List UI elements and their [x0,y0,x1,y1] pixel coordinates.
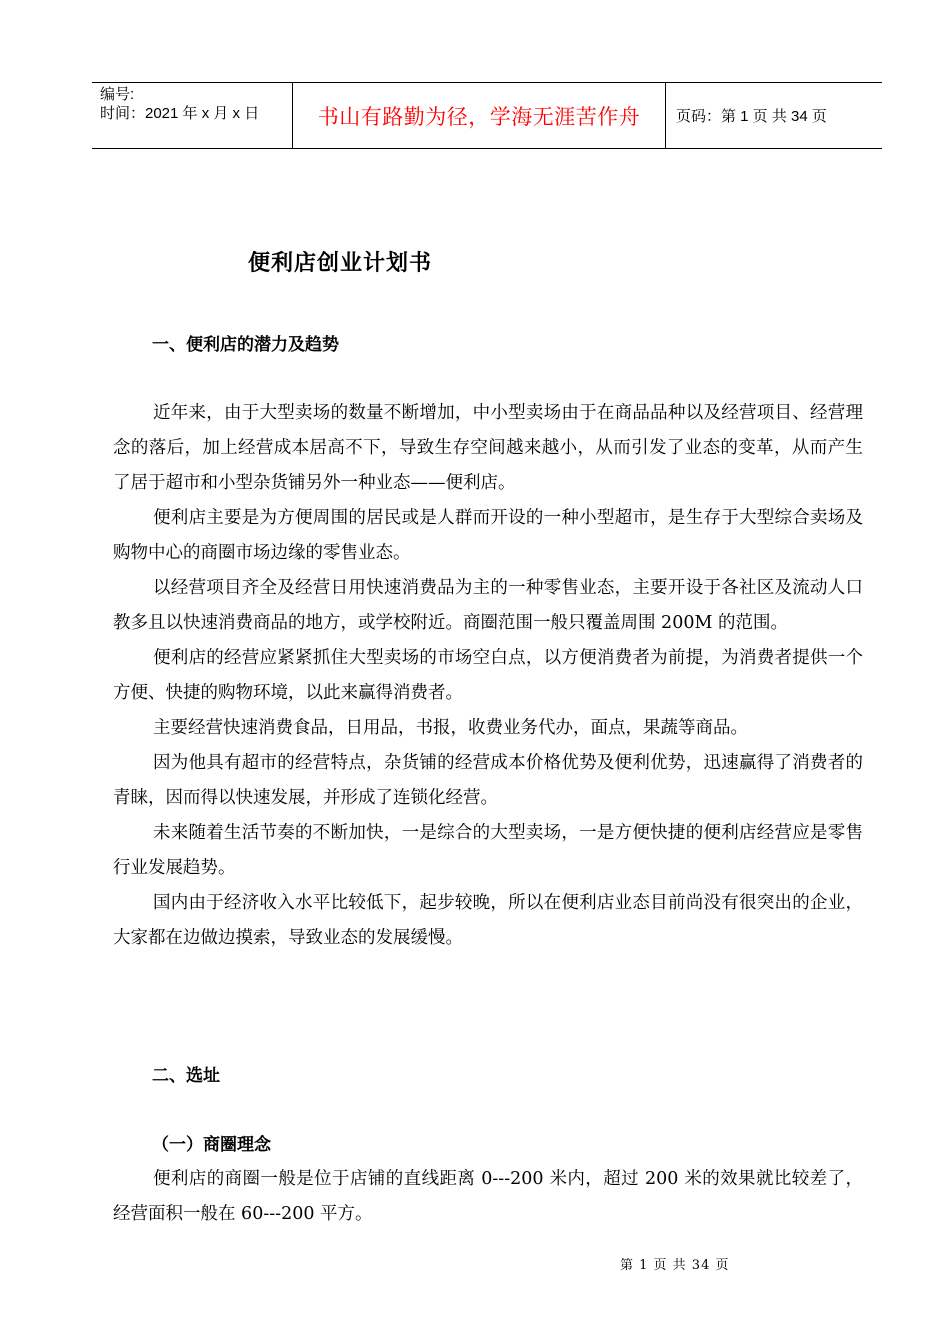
paragraph: 未来随着生活节奏的不断加快，一是综合的大型卖场，一是方便快捷的便利店经营应是零售行业发展趋势。 [113,823,863,878]
document-title: 便利店创业计划书 [248,250,433,276]
paragraph: 因为他具有超市的经营特点，杂货铺的经营成本价格优势及便利优势，迅速赢得了消费者的青睐，因而得以快速发展，并形成了连锁化经营。 [113,753,863,808]
section-body-site-selection [113,1162,863,1232]
subsection-heading-trade-area: （一）商圈理念 [152,1135,271,1155]
section-body-potential [113,396,863,956]
paragraph: 便利店的经营应紧紧抓住大型卖场的市场空白点，以方便消费者为前提，为消费者提供一个方便、快捷的购物环境，以此来赢得消费者。 [113,648,863,703]
page-footer: 第 1 页 共 34 页 [620,1258,730,1273]
paragraph: 近年来，由于大型卖场的数量不断增加，中小型卖场由于在商品品种以及经营项目、经营理念的落后，加上经营成本居高不下，导致生存空间越来越小，从而引发了业态的变革，从而产生了居于超市和小型杂货铺另外一种业态——便利店。 [113,403,863,493]
page-header [92,82,882,149]
document-number-label: 编号: [100,86,135,103]
section-heading-site-selection: 二、选址 [152,1066,220,1086]
section-heading-potential: 一、便利店的潜力及趋势 [152,335,339,355]
paragraph: 以经营项目齐全及经营日用快速消费品为主的一种零售业态，主要开设于各社区及流动人口教多且以快速消费商品的地方，或学校附近。商圈范围一般只覆盖周围 200M 的范围。 [113,578,863,633]
paragraph: 国内由于经济收入水平比较低下，起步较晚，所以在便利店业态目前尚没有很突出的企业，大家都在边做边摸索，导致业态的发展缓慢。 [113,893,863,948]
header-page-info: 页码：第 1 页 共 34 页 [676,108,827,125]
document-date: 时间：2021 年 x 月 x 日 [100,105,260,122]
paragraph: 便利店的商圈一般是位于店铺的直线距离 0---200 米内，超过 200 米的效果就比较差了，经营面积一般在 60---200 平方。 [113,1169,863,1224]
paragraph: 主要经营快速消费食品，日用品，书报，收费业务代办，面点，果蔬等商品。 [153,718,748,738]
header-motto: 书山有路勤为径，学海无涯苦作舟 [293,83,666,148]
paragraph: 便利店主要是为方便周围的居民或是人群而开设的一种小型超市，是生存于大型综合卖场及购物中心的商圈市场边缘的零售业态。 [113,508,863,563]
header-meta-cell [92,83,293,148]
